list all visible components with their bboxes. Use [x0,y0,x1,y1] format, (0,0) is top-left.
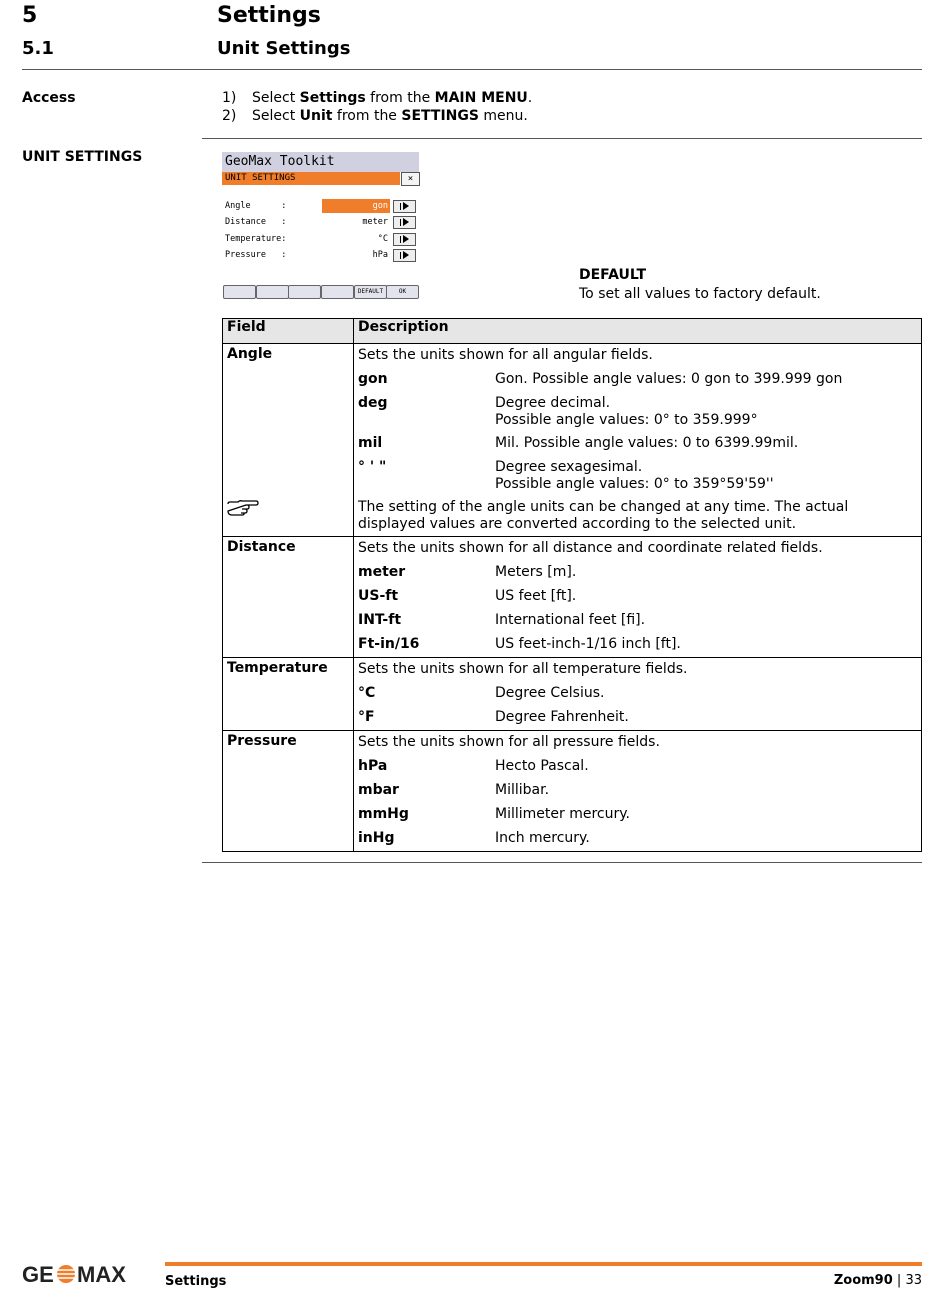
field-description [354,731,922,852]
device-screen [222,152,419,300]
field-intro: Sets the units shown for all pressure fields. [358,734,660,750]
access-step [222,107,532,125]
field-name: Pressure [223,731,354,852]
field-description [354,344,922,537]
geomax-logo [22,1262,152,1286]
footer-page-number: 33 [905,1273,922,1288]
option-key: °F [358,709,375,725]
function-keys [222,285,419,298]
screen-app-title: GeoMax Toolkit [222,152,419,172]
option-value: Millimeter mercury. [495,806,630,822]
option-row [354,561,921,585]
option-value: Hecto Pascal. [495,758,589,774]
option-value: Possible angle values: 0° to 359.999° [495,412,758,428]
step-text: from the [332,108,402,124]
step-text: Select [252,108,300,124]
option-value: Inch mercury. [495,830,590,846]
close-icon[interactable]: × [401,172,420,186]
fkey-f2[interactable] [256,285,289,299]
option-value: Mil. Possible angle values: 0 to 6399.99mil. [495,435,799,451]
step-text: from the [365,90,435,106]
screen-row-angle [222,199,419,213]
field-description [354,658,922,731]
step-number: 2) [222,108,237,124]
step-bold: SETTINGS [401,108,479,124]
default-key-title: DEFAULT [579,267,647,283]
option-row [354,682,921,706]
option-row [354,633,921,657]
option-value: Degree decimal. [495,395,611,411]
option-key: ° ' " [358,459,387,475]
default-button[interactable]: DEFAULT [354,285,387,299]
arrow-right-icon[interactable] [393,216,416,229]
option-value: Gon. Possible angle values: 0 gon to 399.999 gon [495,371,843,387]
option-key: hPa [358,758,388,774]
option-row [354,432,921,456]
option-key: INT-ft [358,612,402,628]
step-bold: Unit [299,108,333,124]
screen-row-value[interactable]: °C [377,234,388,244]
table-row-pressure [223,731,922,852]
option-key: inHg [358,830,395,846]
screen-page-title: UNIT SETTINGS [222,172,400,185]
chapter-number: 5 [22,3,38,28]
screen-row-pressure [222,248,419,262]
option-key: mmHg [358,806,409,822]
access-step [222,89,532,107]
option-key: °C [358,685,376,701]
option-row [354,456,921,496]
table-header-row [223,319,922,344]
angle-note [354,496,921,536]
option-value: International feet [fi]. [495,612,646,628]
access-divider [202,138,922,139]
screen-row-label: Temperature: [225,234,287,244]
arrow-right-icon[interactable] [393,200,416,213]
option-key: deg [358,395,388,411]
option-row [354,827,921,851]
screen-row-label: Angle : [225,201,287,211]
footer-product: Zoom90 [833,1273,893,1288]
step-text: . [527,90,533,106]
arrow-right-icon[interactable] [393,249,416,262]
unit-description-table [222,318,922,852]
option-key: mil [358,435,383,451]
header-divider [22,69,922,70]
field-intro: Sets the units shown for all temperature fields. [358,661,688,677]
field-intro: Sets the units shown for all angular fields. [358,347,653,363]
option-value: Meters [m]. [495,564,577,580]
fkey-f1[interactable] [223,285,256,299]
option-key: mbar [358,782,399,798]
footer-accent-bar [165,1262,922,1266]
svg-text:GE: GE [22,1262,54,1286]
option-value: Possible angle values: 0° to 359°59'59'' [495,476,774,492]
footer-page-info [834,1273,922,1288]
table-row-temperature [223,658,922,731]
option-value: Millibar. [495,782,550,798]
option-value: Degree Celsius. [495,685,605,701]
option-row [354,706,921,730]
screen-row-temperature [222,232,419,246]
option-value: US feet-inch-1/16 inch [ft]. [495,636,681,652]
access-label: Access [22,90,76,106]
field-description [354,537,922,658]
option-key: Ft-in/16 [358,636,420,652]
fkey-f3[interactable] [288,285,321,299]
option-row [354,392,921,432]
step-bold: Settings [299,90,366,106]
option-key: gon [358,371,388,387]
option-row [354,609,921,633]
screen-row-value[interactable]: hPa [372,250,388,260]
screen-row-label: Pressure : [225,250,287,260]
section-end-divider [202,862,922,863]
table-row-angle [223,344,922,537]
screen-row-label: Distance : [225,217,287,227]
option-value: Degree sexagesimal. [495,459,643,475]
footer-section: Settings [165,1274,227,1289]
field-name: Angle [223,344,354,537]
option-value: Degree Fahrenheit. [495,709,629,725]
option-key: meter [358,564,406,580]
option-row [354,585,921,609]
section-title: Unit Settings [217,38,351,59]
option-row [354,803,921,827]
table-row-distance [223,537,922,658]
option-row [354,755,921,779]
option-value: US feet [ft]. [495,588,577,604]
step-text: menu. [478,108,528,124]
section-number: 5.1 [22,38,54,59]
screen-row-value[interactable]: gon [322,199,390,213]
pointing-hand-icon [226,498,260,516]
arrow-right-icon[interactable] [393,233,416,246]
step-bold: MAIN MENU [434,90,528,106]
screen-row-distance [222,215,419,229]
chapter-title: Settings [217,3,321,28]
screen-row-value[interactable]: meter [362,217,388,227]
field-name: Temperature [223,658,354,731]
option-key: US-ft [358,588,399,604]
column-header-field: Field [223,319,354,344]
access-steps [222,89,532,125]
svg-text:MAX: MAX [77,1262,126,1286]
note-text: The setting of the angle units can be changed at any time. The actual displayed values are converted according to the selected unit. [358,499,849,532]
fkey-f4[interactable] [321,285,354,299]
option-row [354,368,921,392]
unit-settings-label: UNIT SETTINGS [22,149,143,165]
field-intro: Sets the units shown for all distance and coordinate related fields. [358,540,823,556]
field-name: Distance [223,537,354,658]
default-key-description: To set all values to factory default. [579,286,821,302]
ok-button[interactable]: OK [386,285,419,299]
option-row [354,779,921,803]
column-header-description: Description [354,319,922,344]
footer-separator: | [896,1273,902,1288]
step-number: 1) [222,90,237,106]
step-text: Select [252,90,300,106]
